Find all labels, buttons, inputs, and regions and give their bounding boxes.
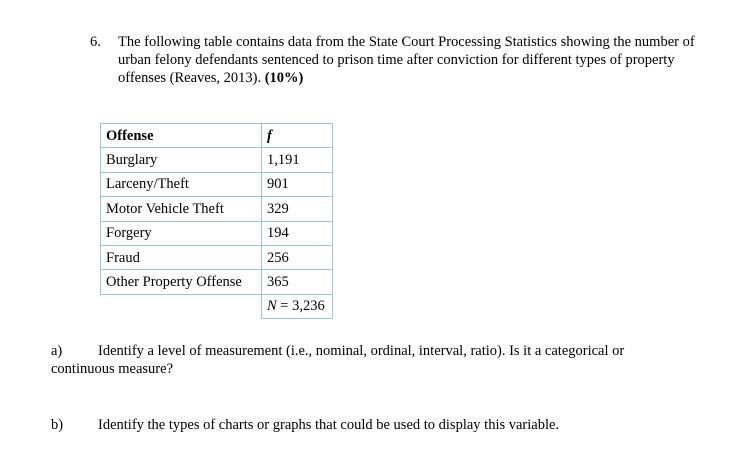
offense-cell: Forgery xyxy=(101,221,262,245)
offense-cell: Fraud xyxy=(101,245,262,269)
question-body: The following table contains data from the State Court Processing Statistics showing the number of urban felony defendants sentenced to prison time after conviction for different types of property offenses (Reaves, 2013). xyxy=(118,34,695,86)
subquestion-b-text: Identify the types of charts or graphs that could be used to display this variable. xyxy=(98,417,560,433)
subquestion-a-label: a) xyxy=(51,343,63,359)
subquestion-a-text: Identify a level of measurement (i.e., nominal, ordinal, interval, ratio). Is it a categorical or xyxy=(98,343,625,359)
frequency-cell: 194 xyxy=(262,221,333,245)
question-text xyxy=(118,33,708,87)
header-frequency: f xyxy=(262,124,333,148)
subquestion-b-label: b) xyxy=(51,417,64,433)
offense-cell: Other Property Offense xyxy=(101,270,262,294)
total-value: = 3,236 xyxy=(276,298,325,315)
frequency-cell: 901 xyxy=(262,172,333,196)
offense-cell: Burglary xyxy=(101,148,262,172)
offense-cell: Larceny/Theft xyxy=(101,172,262,196)
total-cell xyxy=(262,294,333,318)
table-header-row xyxy=(101,124,333,148)
total-symbol: N xyxy=(267,298,277,315)
offense-cell: Motor Vehicle Theft xyxy=(101,197,262,221)
offense-frequency-table xyxy=(100,123,333,319)
table-row xyxy=(101,270,333,294)
total-empty-cell xyxy=(101,294,262,318)
table-row xyxy=(101,245,333,269)
question-number: 6. xyxy=(90,34,101,50)
header-offense: Offense xyxy=(101,124,262,148)
table-row xyxy=(101,172,333,196)
table-row xyxy=(101,221,333,245)
table-row xyxy=(101,148,333,172)
table-total-row xyxy=(101,294,333,318)
table-row xyxy=(101,197,333,221)
frequency-cell: 329 xyxy=(262,197,333,221)
subquestion-a-continuation: continuous measure? xyxy=(51,361,174,377)
frequency-cell: 256 xyxy=(262,245,333,269)
frequency-cell: 365 xyxy=(262,270,333,294)
question-points: (10%) xyxy=(264,70,304,86)
frequency-cell: 1,191 xyxy=(262,148,333,172)
